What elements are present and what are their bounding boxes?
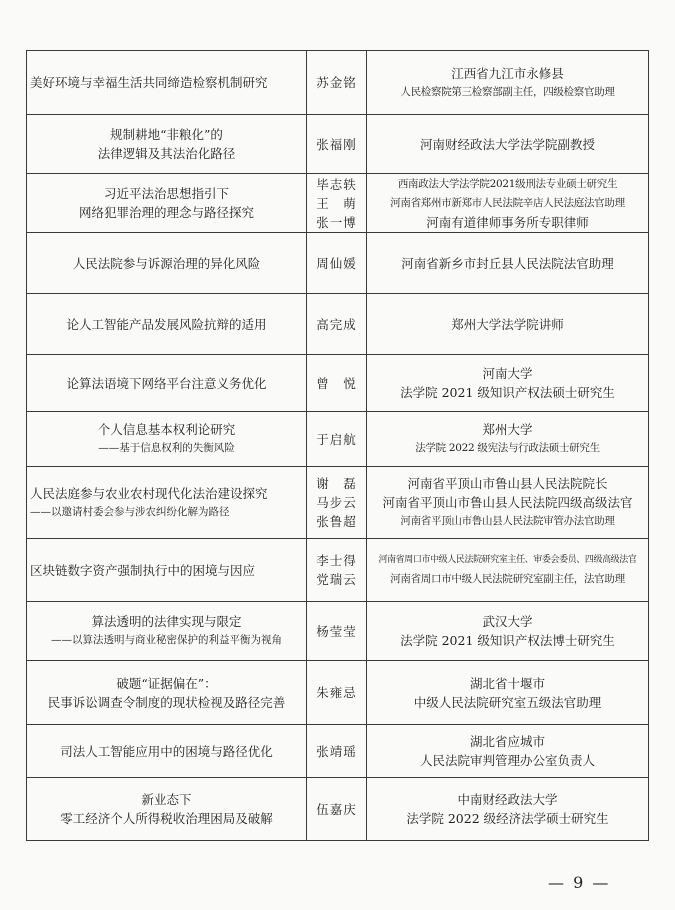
affiliation-line: 郑州大学 bbox=[482, 422, 533, 437]
affiliation-cell bbox=[367, 294, 649, 355]
author-name: 毕志轶 bbox=[316, 176, 357, 192]
affiliation-cell bbox=[367, 778, 649, 841]
author-name: 周仙媛 bbox=[316, 255, 357, 271]
affiliation-cell bbox=[367, 602, 649, 661]
author-name: 朱雍忌 bbox=[316, 685, 357, 700]
affiliation-line: 河南省郑州市新郑市人民法院辛店人民法庭法官助理 bbox=[390, 196, 625, 209]
paper-title-cell bbox=[27, 725, 307, 778]
affiliation-cell bbox=[367, 412, 649, 467]
author-cell bbox=[307, 51, 367, 115]
page-number: — 9 — bbox=[548, 873, 611, 892]
paper-title-line: 网络犯罪治理的理念与路径探究 bbox=[78, 205, 254, 220]
author-cell bbox=[307, 725, 367, 778]
paper-title-line: 零工经济个人所得税收治理困局及破解 bbox=[60, 811, 273, 826]
affiliation-cell bbox=[367, 539, 649, 602]
affiliation-line: 江西省九江市永修县 bbox=[451, 65, 564, 81]
paper-title-line: ——基于信息权利的失衡风险 bbox=[98, 442, 235, 454]
affiliation-line: 河南有道律师事务所专职律师 bbox=[426, 214, 589, 230]
affiliation-line: 郑州大学法学院讲师 bbox=[451, 316, 564, 332]
paper-title-line: 论人工智能产品发展风险抗辩的适用 bbox=[66, 316, 267, 332]
affiliation-line: 中级人民法院研究室五级法官助理 bbox=[413, 694, 602, 710]
table-row bbox=[27, 661, 649, 725]
author-name: 伍嘉庆 bbox=[316, 801, 357, 817]
paper-title-line: 美好环境与幸福生活共同缔造检察机制研究 bbox=[30, 75, 268, 90]
table-row bbox=[27, 355, 649, 412]
paper-title-cell bbox=[27, 539, 307, 602]
author-name: 张鲁超 bbox=[316, 514, 357, 529]
paper-title-line: 人民法庭参与农业农村现代化法治建设探究 bbox=[30, 485, 268, 501]
affiliation-line: 法学院 2021 级知识产权法硕士研究生 bbox=[400, 385, 615, 400]
author-name: 张一博 bbox=[316, 214, 357, 230]
paper-title-cell bbox=[27, 294, 307, 355]
paper-title-line: 法律逻辑及其法治化路径 bbox=[97, 146, 236, 161]
table-row bbox=[27, 412, 649, 467]
paper-title-cell bbox=[27, 51, 307, 115]
affiliation-line: 河南大学 bbox=[482, 366, 533, 381]
paper-title-cell bbox=[27, 467, 307, 539]
paper-title-line: 规制耕地“非粮化”的 bbox=[110, 127, 223, 142]
affiliation-line: 河南省新乡市封丘县人民法院法官助理 bbox=[401, 255, 614, 271]
affiliation-line: 中南财经政法大学 bbox=[457, 792, 558, 807]
table-row bbox=[27, 233, 649, 294]
paper-title-line: 习近平法治思想指引下 bbox=[103, 186, 229, 201]
table-row bbox=[27, 467, 649, 539]
affiliation-cell bbox=[367, 233, 649, 294]
paper-title-line: 民事诉讼调查令制度的现状检视及路径完善 bbox=[47, 694, 286, 710]
award-table bbox=[26, 50, 649, 841]
affiliation-line: 河南省周口市中级人民法院研究室主任、审委会委员、四级高级法官 bbox=[378, 555, 637, 565]
author-name: 张福刚 bbox=[316, 136, 357, 152]
author-name: 马步云 bbox=[316, 495, 357, 510]
table-row bbox=[27, 725, 649, 778]
author-cell bbox=[307, 115, 367, 174]
affiliation-line: 河南省平顶山市鲁山县人民法院审管办法官助理 bbox=[400, 515, 615, 527]
paper-title-line: 论算法语境下网络平台注意义务优化 bbox=[66, 375, 267, 391]
author-cell bbox=[307, 539, 367, 602]
paper-title-line: 新业态下 bbox=[141, 792, 192, 807]
paper-title-line: ——以邀请村委会参与涉农纠纷化解为路径 bbox=[30, 505, 230, 518]
affiliation-cell bbox=[367, 355, 649, 412]
paper-title-line: 人民法院参与诉源治理的异化风险 bbox=[72, 255, 261, 271]
table-row bbox=[27, 539, 649, 602]
paper-title-line: 破题“证据偏在”： bbox=[116, 675, 217, 691]
author-cell bbox=[307, 778, 367, 841]
author-cell bbox=[307, 661, 367, 725]
author-cell bbox=[307, 602, 367, 661]
affiliation-cell bbox=[367, 467, 649, 539]
affiliation-line: 人民法院审判管理办公室负责人 bbox=[419, 753, 595, 768]
paper-title-cell bbox=[27, 602, 307, 661]
author-name: 谢 磊 bbox=[316, 476, 357, 491]
author-name: 杨莹莹 bbox=[316, 623, 357, 639]
affiliation-line: 河南财经政法大学法学院副教授 bbox=[419, 136, 595, 152]
affiliation-cell bbox=[367, 115, 649, 174]
affiliation-cell bbox=[367, 661, 649, 725]
affiliation-line: 法学院 2022 级经济法学硕士研究生 bbox=[406, 811, 609, 826]
paper-title-line: 算法透明的法律实现与限定 bbox=[91, 614, 242, 629]
author-cell bbox=[307, 294, 367, 355]
affiliation-line: 河南省周口市中级人民法院研究室副主任，法官助理 bbox=[390, 573, 625, 585]
table-row bbox=[27, 294, 649, 355]
affiliation-cell bbox=[367, 51, 649, 115]
paper-title-cell bbox=[27, 115, 307, 174]
author-name: 张靖瑶 bbox=[316, 743, 357, 759]
paper-title-cell bbox=[27, 412, 307, 467]
affiliation-line: 湖北省十堰市 bbox=[469, 675, 545, 691]
author-cell bbox=[307, 467, 367, 539]
table-row bbox=[27, 115, 649, 174]
author-name: 党瑞云 bbox=[316, 572, 357, 587]
author-cell bbox=[307, 412, 367, 467]
affiliation-line: 湖北省应城市 bbox=[469, 734, 545, 749]
paper-title-line: ——以算法透明与商业秘密保护的利益平衡为视角 bbox=[51, 634, 282, 646]
author-cell bbox=[307, 174, 367, 233]
paper-title-line: 司法人工智能应用中的困境与路径优化 bbox=[60, 743, 273, 759]
paper-title-cell bbox=[27, 174, 307, 233]
author-cell bbox=[307, 355, 367, 412]
affiliation-line: 法学院 2022 级宪法与行政法硕士研究生 bbox=[415, 442, 600, 454]
table-row bbox=[27, 778, 649, 841]
paper-title-cell bbox=[27, 355, 307, 412]
author-name: 曾 悦 bbox=[316, 375, 357, 391]
author-name: 苏金铭 bbox=[316, 75, 357, 90]
author-cell bbox=[307, 233, 367, 294]
table-row bbox=[27, 51, 649, 115]
author-name: 于启航 bbox=[316, 431, 357, 447]
author-name: 王 萌 bbox=[316, 195, 357, 211]
affiliation-line: 法学院 2021 级知识产权法博士研究生 bbox=[400, 633, 615, 648]
table-row bbox=[27, 174, 649, 233]
affiliation-cell bbox=[367, 174, 649, 233]
paper-title-cell bbox=[27, 233, 307, 294]
affiliation-line: 河南省平顶山市鲁山县人民法院四级高级法官 bbox=[382, 495, 633, 510]
affiliation-cell bbox=[367, 725, 649, 778]
affiliation-line: 西南政法大学法学院2021级刑法专业硕士研究生 bbox=[397, 177, 618, 190]
affiliation-line: 河南省平顶山市鲁山县人民法院院长 bbox=[407, 476, 608, 491]
affiliation-line: 人民检察院第三检察部副主任，四级检察官助理 bbox=[400, 85, 615, 98]
paper-title-cell bbox=[27, 661, 307, 725]
author-name: 高完成 bbox=[316, 316, 357, 332]
paper-title-line: 个人信息基本权利论研究 bbox=[97, 422, 236, 437]
affiliation-line: 武汉大学 bbox=[482, 614, 533, 629]
author-name: 李士得 bbox=[316, 553, 357, 568]
table-row bbox=[27, 602, 649, 661]
paper-title-line: 区块链数字资产强制执行中的困境与因应 bbox=[30, 562, 256, 578]
paper-title-cell bbox=[27, 778, 307, 841]
